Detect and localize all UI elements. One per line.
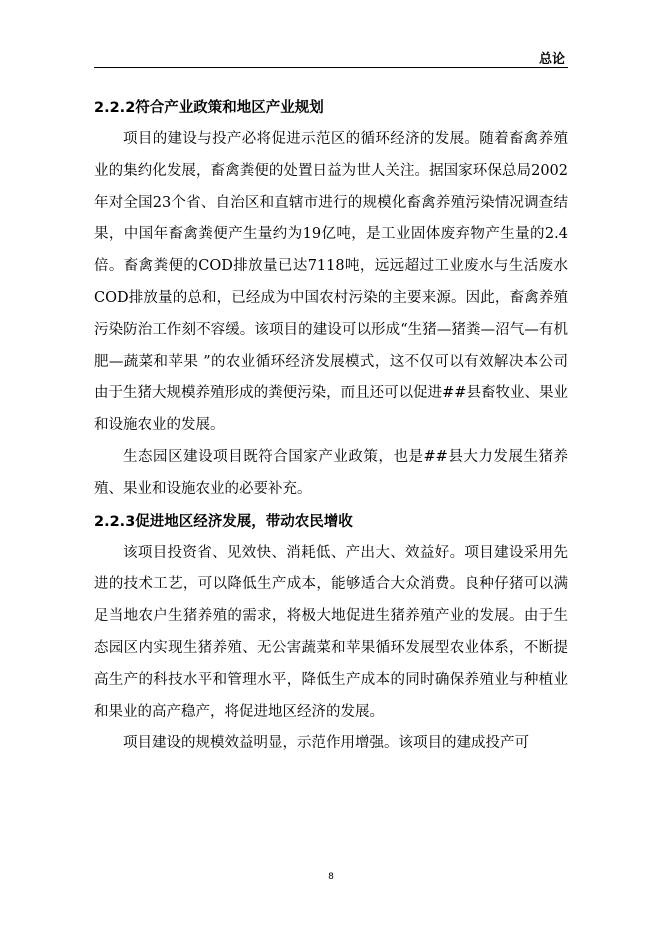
section-heading-2-2-3: 2.2.3促进地区经济发展，带动农民增收 <box>94 513 353 530</box>
document-body <box>94 92 568 760</box>
page-number: 8 <box>328 872 334 882</box>
body-paragraph: 项目的建设与投产必将促进示范区的循环经济的发展。随着畜禽养殖业的集约化发展，畜禽粪便的处置日益为世人关注。据国家环保总局2002年对全国23个省、自治区和直辖市进行的规模化畜禽养殖污染情况调查结果，中国年畜禽粪便产生量约为19亿吨，是工业固体废弃物产生量的2.4倍。畜禽粪便的COD排放量已达7118吨，远远超过工业废水与生活废水COD排放量的总和，已经成为中国农村污染的主要来源。因此，畜禽养殖污染防治工作刻不容缓。该项目的建设可以形成“生猪—猪粪—沼气—有机肥—蔬菜和苹果 ”的农业循环经济发展模式，这不仅可以有效解决本公司由于生猪大规模养殖形成的粪便污染，而且还可以促进##县畜牧业、果业和设施农业的发展。 <box>94 131 568 434</box>
body-paragraph: 项目建设的规模效益明显，示范作用增强。该项目的建成投产可 <box>123 735 529 752</box>
body-paragraph: 生态园区建设项目既符合国家产业政策，也是##县大力发展生猪养殖、果业和设施农业的必要补充。 <box>94 448 568 497</box>
section-heading-2-2-2: 2.2.2符合产业政策和地区产业规划 <box>94 100 324 116</box>
running-header: 总论 <box>538 52 565 67</box>
body-paragraph: 该项目投资省、见效快、消耗低、产出大、效益好。项目建设采用先进的技术工艺，可以降低生产成本，能够适合大众消费。良种仔猪可以满足当地农户生猪养殖的需求，将极大地促进生猪养殖产业的发展。由于生态园区内实现生猪养殖、无公害蔬菜和苹果循环发展型农业体系，不断提高生产的科技水平和管理水平，降低生产成本的同时确保养殖业与种植业和果业的高产稳产，将促进地区经济的发展。 <box>94 544 568 720</box>
header-rule <box>94 67 568 68</box>
